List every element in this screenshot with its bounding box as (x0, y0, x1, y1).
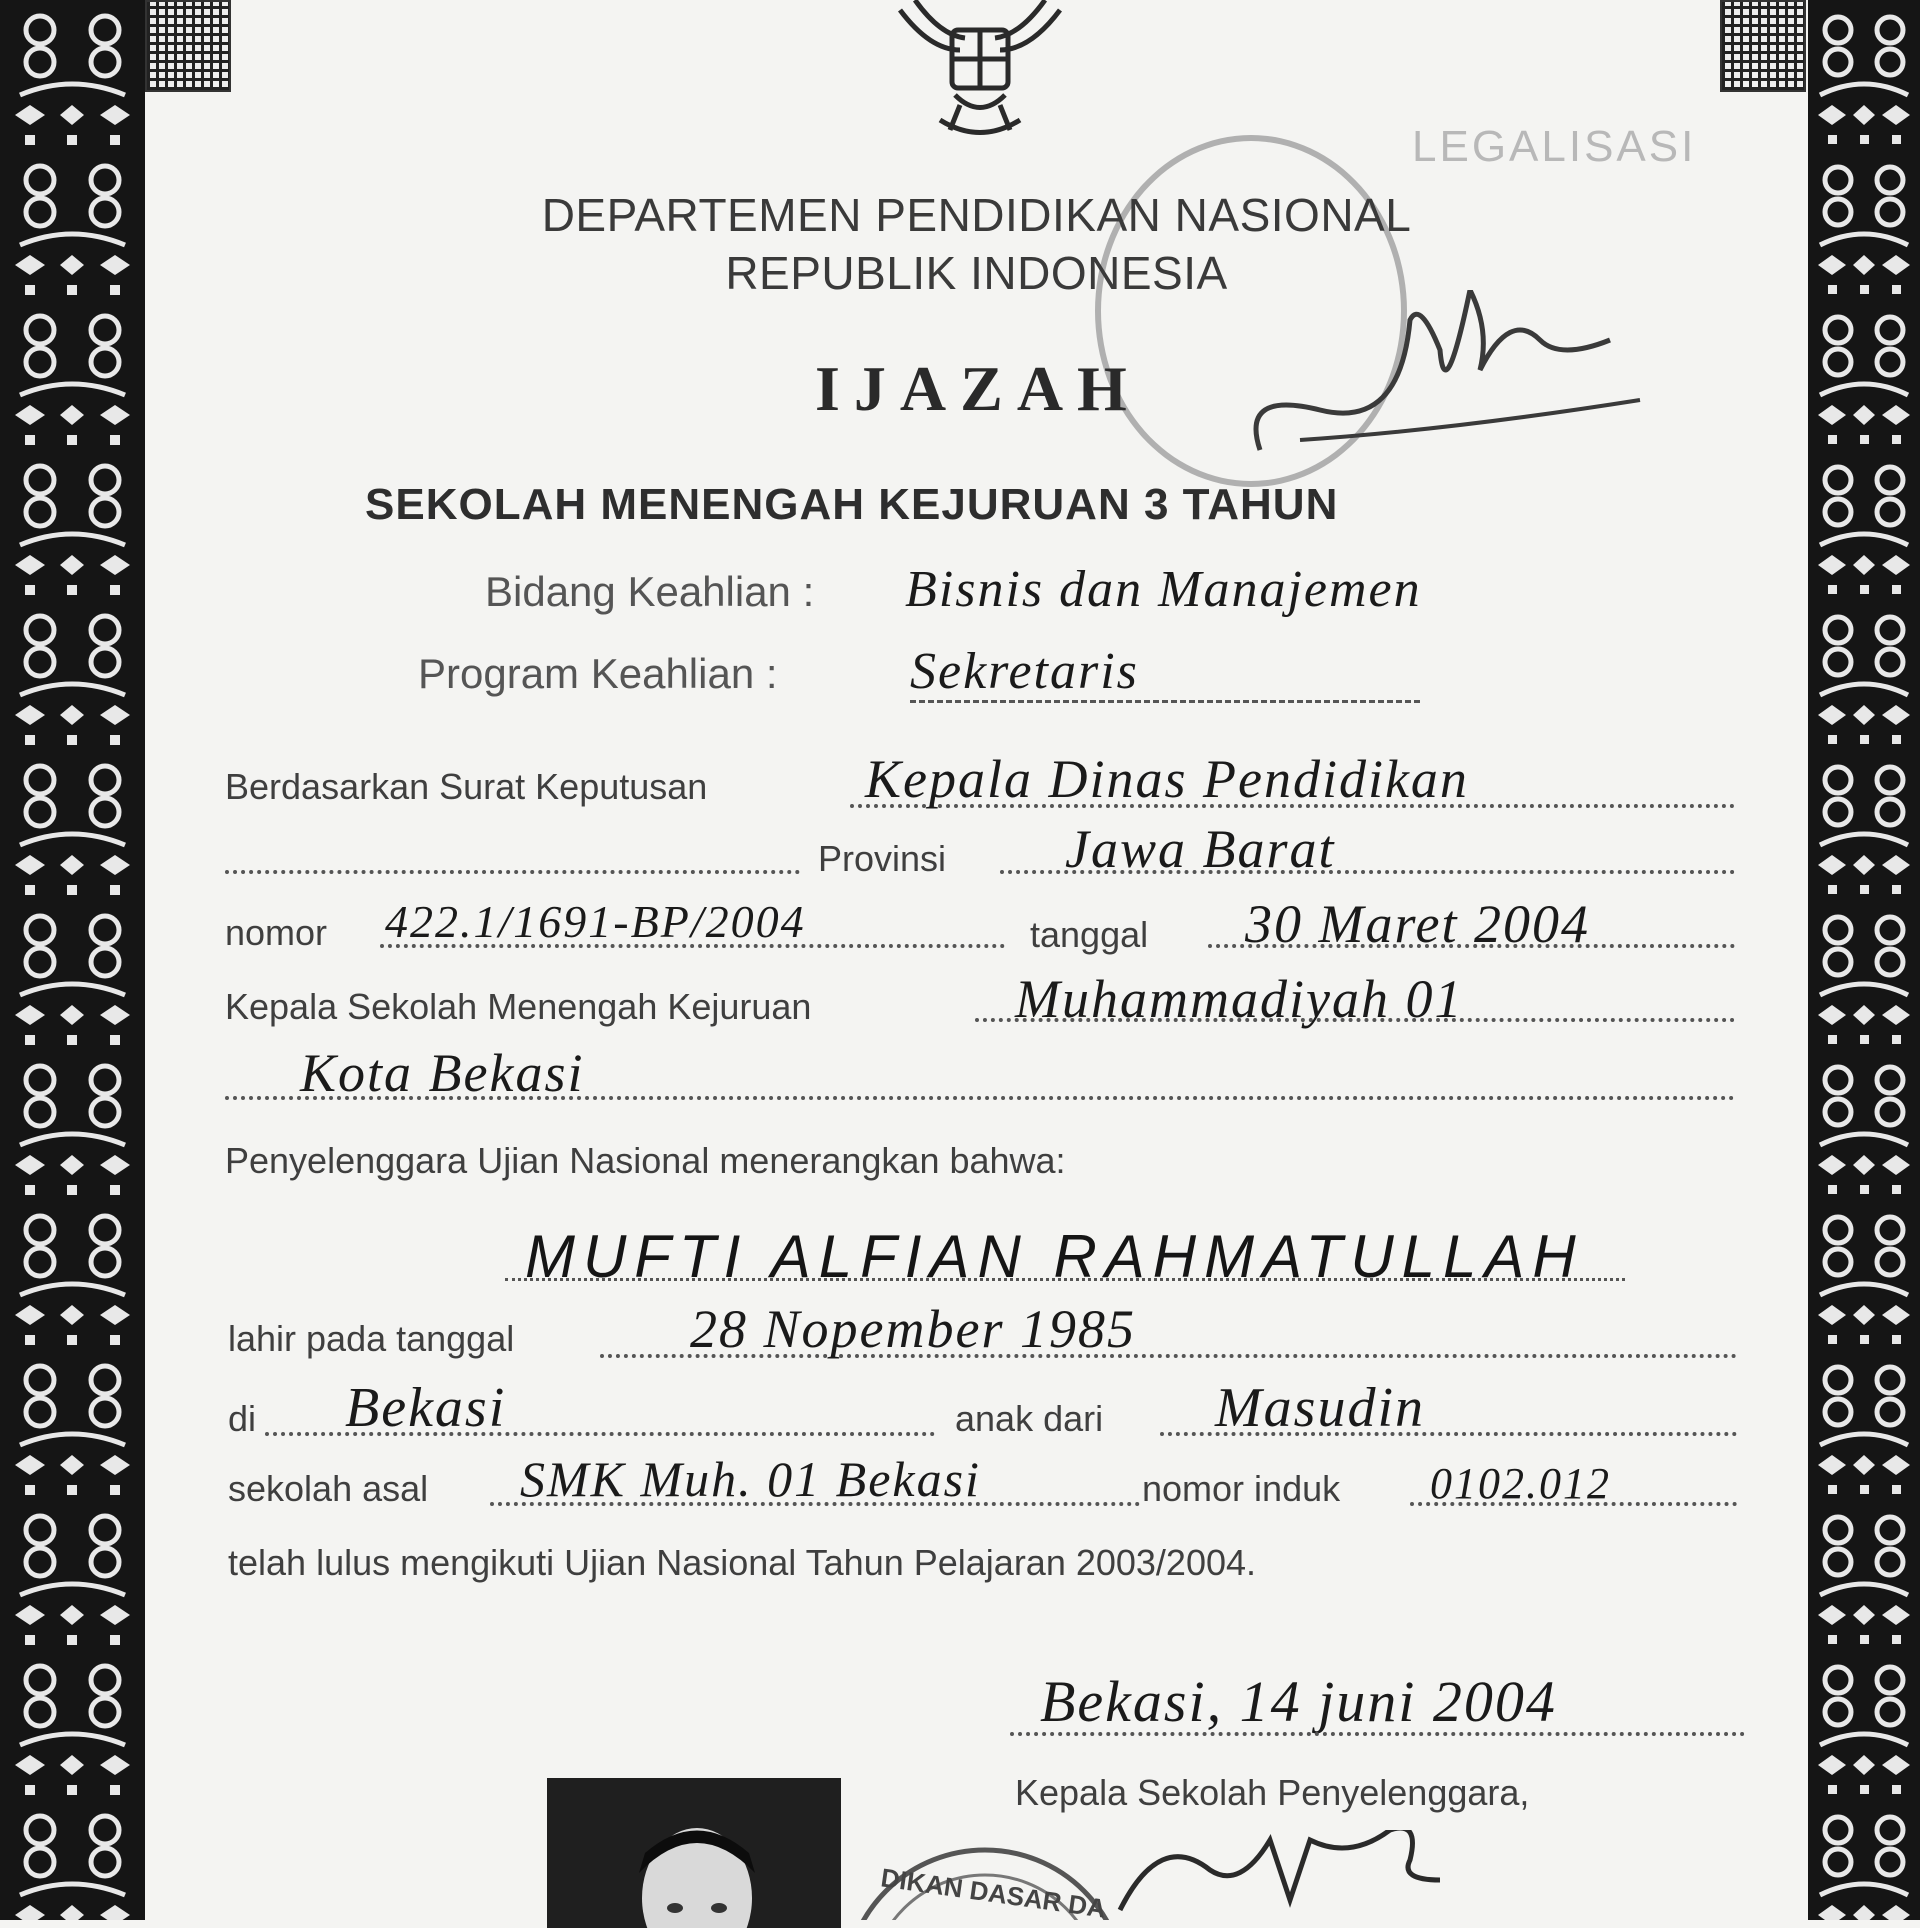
program-value: Sekretaris (910, 643, 1139, 700)
right-ornamental-border (1808, 0, 1920, 1920)
province-value: Jawa Barat (1065, 819, 1336, 879)
parent-value: Masudin (1215, 1377, 1425, 1439)
number-label: nomor (225, 912, 328, 953)
student-id-value: 0102.012 (1430, 1459, 1611, 1508)
corner-ornament-right (1720, 0, 1806, 92)
decree-value: Kepala Dinas Pendidikan (865, 749, 1469, 809)
birth-value: 28 Nopember 1985 (690, 1299, 1136, 1359)
birthplace-label: di (228, 1398, 257, 1439)
country-name: REPUBLIK INDONESIA (725, 247, 1228, 299)
signer-role: Kepala Sekolah Penyelenggara, (1015, 1772, 1530, 1813)
province-label: Provinsi (818, 838, 947, 879)
city-value: Kota Bekasi (300, 1043, 585, 1103)
department-name: DEPARTEMEN PENDIDIKAN NASIONAL (541, 189, 1412, 241)
student-name-underline (505, 1278, 1625, 1281)
document-title: IJAZAH (815, 353, 1141, 424)
garuda-emblem-icon (880, 0, 1080, 150)
decree-label: Berdasarkan Surat Keputusan (225, 766, 708, 807)
date-label: tanggal (1030, 914, 1149, 955)
province-leading-dots (225, 870, 800, 874)
field-value: Bisnis dan Manajemen (905, 561, 1422, 618)
date-value: 30 Maret 2004 (1245, 894, 1590, 954)
student-id-label: nomor induk (1142, 1468, 1341, 1509)
field-label: Bidang Keahlian : (485, 568, 815, 615)
program-label: Program Keahlian : (418, 650, 778, 697)
left-ornamental-border (0, 0, 145, 1920)
school-value: Muhammadiyah 01 (1015, 969, 1464, 1029)
student-photo (547, 1778, 841, 1928)
school-seal-text: DIKAN DASAR DA (879, 1862, 1108, 1924)
signing-dots (1010, 1732, 1745, 1736)
student-name: MUFTI ALFIAN RAHMATULLAH (525, 1223, 1584, 1290)
number-value: 422.1/1691-BP/2004 (385, 896, 806, 947)
ornament-pattern-left (0, 0, 145, 1920)
program-underline (910, 700, 1420, 703)
signing-place-date: Bekasi, 14 juni 2004 (1040, 1669, 1557, 1734)
legalisation-signature (1240, 290, 1660, 490)
school-type: SEKOLAH MENENGAH KEJURUAN 3 TAHUN (365, 480, 1339, 529)
parent-label: anak dari (955, 1398, 1104, 1439)
statement-text: Penyelenggara Ujian Nasional menerangkan bahwa: (225, 1140, 1066, 1181)
headmaster-signature (1110, 1830, 1530, 1920)
origin-school-value: SMK Muh. 01 Bekasi (520, 1451, 981, 1507)
headmaster-label: Kepala Sekolah Menengah Kejuruan (225, 986, 812, 1027)
origin-school-label: sekolah asal (228, 1468, 429, 1509)
corner-ornament-left (145, 0, 231, 92)
student-portrait (547, 1778, 841, 1928)
birthplace-value: Bekasi (345, 1377, 507, 1439)
ornament-pattern-right (1808, 0, 1920, 1920)
legalisation-stamp-text: LEGALISASI (1412, 122, 1697, 171)
passed-statement: telah lulus mengikuti Ujian Nasional Tahun Pelajaran 2003/2004. (228, 1542, 1257, 1583)
birth-label: lahir pada tanggal (228, 1318, 515, 1359)
